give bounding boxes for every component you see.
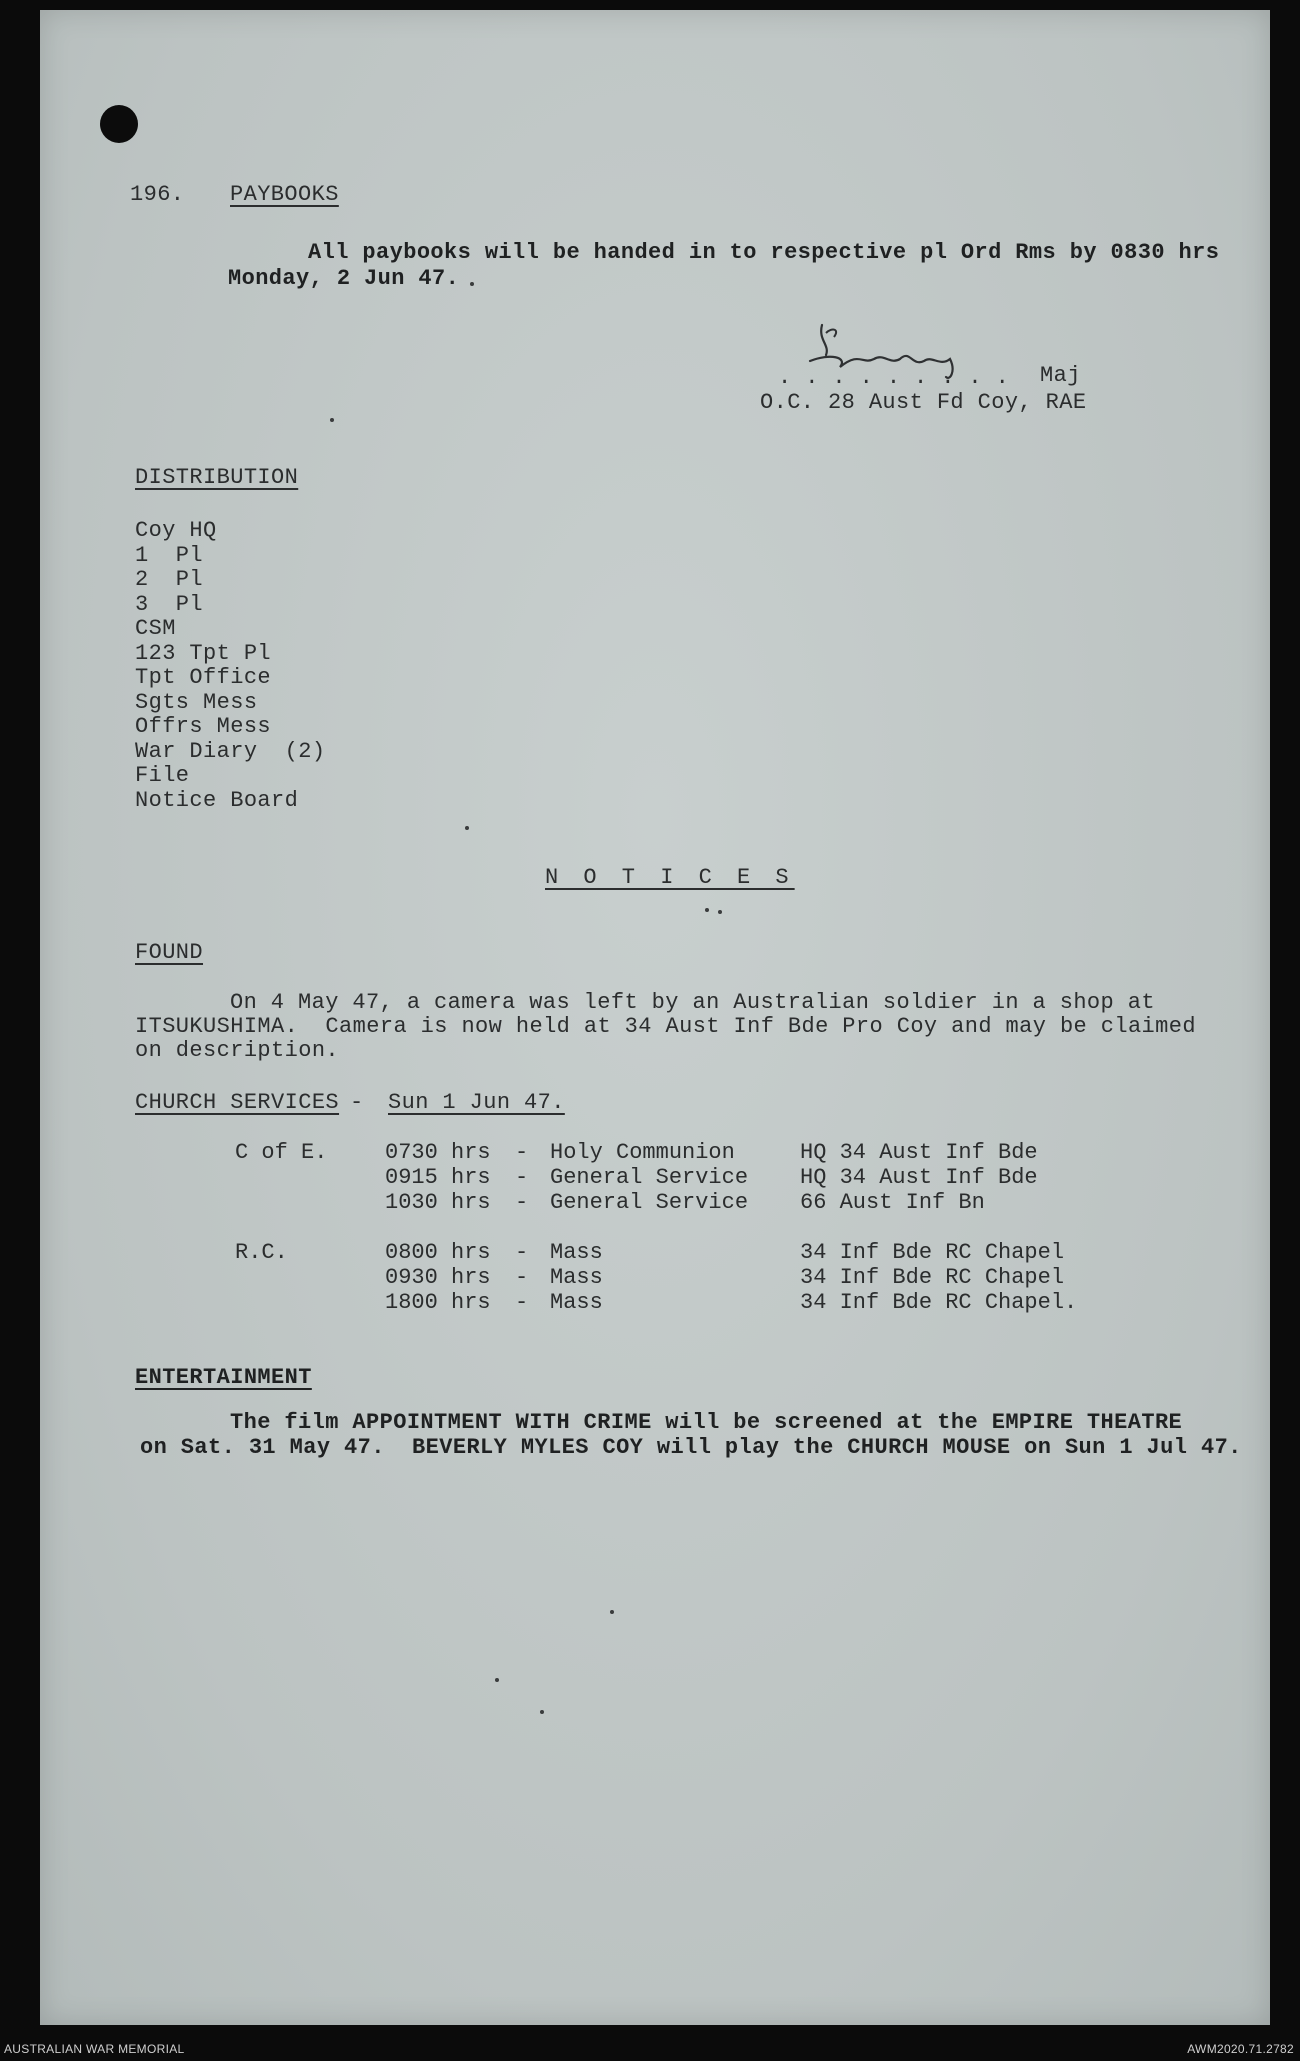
- distribution-item: War Diary (2): [135, 738, 326, 764]
- punch-hole: [100, 105, 138, 143]
- service-name: Mass: [550, 1290, 603, 1315]
- distribution-item: Notice Board: [135, 787, 299, 813]
- service-location: 34 Inf Bde RC Chapel: [800, 1265, 1065, 1290]
- service-location: 66 Aust Inf Bn: [800, 1190, 985, 1215]
- service-time: 0730 hrs: [385, 1140, 491, 1165]
- distribution-item: 123 Tpt Pl: [135, 640, 272, 666]
- notices-heading: N O T I C E S: [545, 865, 795, 890]
- ink-speck: [540, 1710, 544, 1714]
- document-page: [40, 10, 1270, 2025]
- church-heading: CHURCH SERVICES: [135, 1090, 340, 1115]
- service-dash: -: [515, 1165, 529, 1190]
- church-date: Sun 1 Jun 47.: [388, 1090, 565, 1115]
- distribution-item: Tpt Office: [135, 665, 272, 690]
- service-dash: -: [515, 1290, 529, 1315]
- service-time: 0930 hrs: [385, 1265, 491, 1290]
- distribution-item: Sgts Mess: [135, 689, 258, 715]
- entertainment-heading: ENTERTAINMENT: [135, 1365, 312, 1390]
- service-dash: -: [515, 1190, 529, 1215]
- service-time: 1030 hrs: [385, 1190, 491, 1215]
- entertainment-line2: on Sat. 31 May 47. BEVERLY MYLES COY will play the CHURCH MOUSE on Sun 1 Jul 47.: [140, 1435, 1242, 1460]
- signature-rank: Maj: [1040, 363, 1081, 388]
- service-time: 1800 hrs: [385, 1290, 491, 1315]
- footer-accession-number: AWM2020.71.2782: [1187, 2042, 1294, 2056]
- distribution-item: Coy HQ: [135, 518, 217, 543]
- order-body-line2: Monday, 2 Jun 47.: [228, 266, 460, 291]
- service-time: 0800 hrs: [385, 1240, 491, 1265]
- found-heading: FOUND: [135, 940, 204, 965]
- ink-speck: [495, 1678, 499, 1682]
- ink-speck: [705, 908, 709, 912]
- service-location: 34 Inf Bde RC Chapel: [800, 1240, 1065, 1265]
- service-time: 0915 hrs: [385, 1165, 491, 1190]
- signature-appointment: O.C. 28 Aust Fd Coy, RAE: [760, 390, 1087, 415]
- distribution-item: 2 Pl: [135, 567, 204, 592]
- service-name: General Service: [550, 1190, 749, 1215]
- service-location: 34 Inf Bde RC Chapel.: [800, 1290, 1078, 1315]
- found-line1: On 4 May 47, a camera was left by an Australian soldier in a shop at: [230, 990, 1155, 1015]
- found-line3: on description.: [135, 1038, 340, 1063]
- footer-archive-name: AUSTRALIAN WAR MEMORIAL: [4, 2042, 185, 2056]
- service-dash: -: [515, 1265, 529, 1290]
- service-dash: -: [515, 1140, 529, 1165]
- distribution-item: 1 Pl: [135, 542, 204, 568]
- entertainment-line1: The film APPOINTMENT WITH CRIME will be screened at the EMPIRE THEATRE: [230, 1410, 1183, 1435]
- service-location: HQ 34 Aust Inf Bde: [800, 1165, 1038, 1190]
- denomination-label: C of E.: [235, 1140, 328, 1165]
- service-name: Mass: [550, 1240, 603, 1265]
- distribution-item: File: [135, 763, 190, 788]
- order-heading: PAYBOOKS: [230, 182, 339, 207]
- distribution-item: 3 Pl: [135, 591, 204, 617]
- distribution-heading: DISTRIBUTION: [135, 465, 299, 490]
- service-dash: -: [515, 1240, 529, 1265]
- church-dash: -: [350, 1090, 364, 1115]
- service-location: HQ 34 Aust Inf Bde: [800, 1140, 1038, 1165]
- ink-speck: [465, 826, 469, 830]
- service-name: Mass: [550, 1265, 603, 1290]
- ink-speck: [470, 282, 474, 286]
- order-body-line1: All paybooks will be handed in to respective pl Ord Rms by 0830 hrs: [308, 240, 1220, 265]
- service-name: General Service: [550, 1165, 749, 1190]
- denomination-label: R.C.: [235, 1240, 288, 1265]
- ink-speck: [330, 418, 334, 422]
- ink-speck: [610, 1610, 614, 1614]
- service-name: Holy Communion: [550, 1140, 735, 1165]
- order-number: 196.: [130, 182, 185, 207]
- signature-dots: . . . . . . . . .: [778, 365, 1010, 390]
- distribution-item: CSM: [135, 616, 176, 641]
- ink-speck: [718, 910, 722, 914]
- distribution-item: Offrs Mess: [135, 714, 272, 739]
- found-line2: ITSUKUSHIMA. Camera is now held at 34 Aust Inf Bde Pro Coy and may be claimed: [135, 1014, 1196, 1039]
